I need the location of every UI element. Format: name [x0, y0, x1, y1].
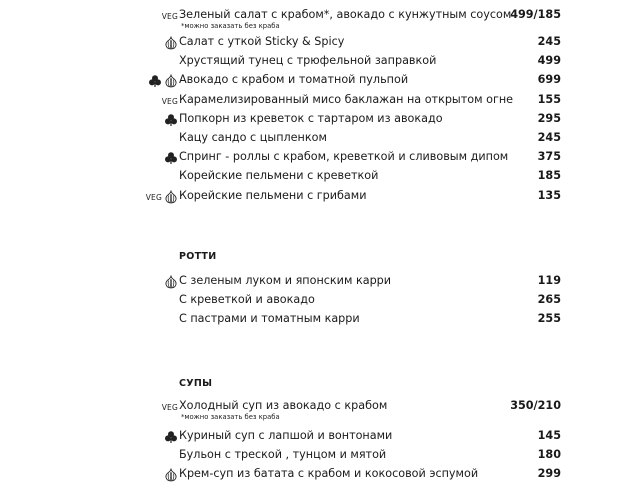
dish-name: Холодный суп из авокадо с крабом: [179, 399, 388, 412]
menu-item: [0, 428, 640, 446]
dish-name: С пастрами и томатным карри: [179, 312, 360, 325]
dish-name: Куриный суп с лапшой и вонтонами: [179, 429, 393, 442]
dish-name: С креветкой и авокадо: [179, 293, 315, 306]
dish-name: Спринг - роллы с крабом, креветкой и сливовым дипом: [179, 150, 509, 163]
dietary-icons: [164, 111, 178, 129]
dietary-icons: [162, 7, 178, 25]
dish-price: 375: [537, 150, 561, 163]
dish-name: Салат с уткой Sticky & Spicy: [179, 35, 345, 48]
veg-label: VEG: [161, 402, 178, 412]
dish-price: 145: [537, 429, 561, 442]
dish-price: 255: [537, 312, 561, 325]
dietary-icons: [164, 466, 178, 484]
menu-item: [0, 398, 640, 421]
dish-name: Бульон с треской , тунцом и мятой: [179, 448, 387, 461]
dish-price: 295: [537, 112, 561, 125]
menu-item: [0, 72, 640, 90]
menu-item: [0, 168, 640, 186]
garlic-icon: [164, 36, 178, 50]
garlic-icon: [164, 275, 178, 289]
section-heading-rotti: РОТТИ: [179, 251, 217, 262]
dish-name: Авокадо с крабом и томатной пульпой: [179, 73, 409, 86]
dietary-icons: [164, 34, 178, 52]
dish-name: Попкорн из креветок с тартаром из авокадо: [179, 112, 443, 125]
menu-item: [0, 149, 640, 167]
dish-price: 180: [537, 448, 561, 461]
dish-price: 265: [537, 293, 561, 306]
dish-name: Корейские пельмени с грибами: [179, 189, 367, 202]
dish-name: С зеленым луком и японским карри: [179, 274, 392, 287]
veg-label: VEG: [161, 96, 178, 106]
section-heading-soups: СУПЫ: [179, 378, 213, 389]
dietary-icons: [162, 92, 178, 110]
veg-label: VEG: [161, 11, 178, 21]
menu-item: [0, 92, 640, 110]
menu-item: [0, 188, 640, 206]
dish-price: 119: [537, 274, 561, 287]
dish-price: 245: [537, 131, 561, 144]
dish-name: Кацу сандо с цыпленком: [179, 131, 327, 144]
dish-price: 245: [537, 35, 561, 48]
dietary-icons: [162, 398, 178, 416]
dish-name: Крем-суп из батата с крабом и кокосовой эспумой: [179, 467, 479, 480]
dish-price: 299: [537, 467, 561, 480]
clover-icon: [148, 74, 162, 88]
clover-icon: [164, 113, 178, 127]
menu-item: [0, 53, 640, 71]
dietary-icons: [164, 149, 178, 167]
menu-item: [0, 34, 640, 52]
garlic-icon: [164, 74, 178, 88]
dish-note: *можно заказать без краба: [181, 22, 280, 30]
dish-price: 135: [537, 189, 561, 202]
dish-price: 155: [537, 93, 561, 106]
dish-name: Корейские пельмени с креветкой: [179, 169, 379, 182]
dish-name: Карамелизированный мисо баклажан на открытом огне: [179, 93, 514, 106]
menu-item: [0, 130, 640, 148]
dietary-icons: [164, 273, 178, 291]
dish-price: 185: [537, 169, 561, 182]
clover-icon: [164, 430, 178, 444]
cropped-previous-line: [179, 0, 419, 2]
menu-item: [0, 466, 640, 484]
menu-item: [0, 311, 640, 329]
dish-price: 350/210: [510, 399, 561, 412]
dish-name: Зеленый салат с крабом*, авокадо с кунжутным соусом: [179, 8, 512, 21]
menu-item: [0, 447, 640, 465]
veg-label: VEG: [145, 192, 162, 202]
clover-icon: [164, 151, 178, 165]
menu-item: [0, 273, 640, 291]
dish-price: 499: [537, 54, 561, 67]
garlic-icon: [164, 190, 178, 204]
dietary-icons: [164, 428, 178, 446]
dish-name: Хрустящий тунец с трюфельной заправкой: [179, 54, 437, 67]
dish-note: *можно заказать без краба: [181, 413, 280, 421]
menu-item: [0, 111, 640, 129]
dietary-icons: [146, 188, 178, 206]
menu-item: [0, 292, 640, 310]
menu-item: [0, 7, 640, 30]
dietary-icons: [148, 72, 178, 90]
dish-price: 499/185: [510, 8, 561, 21]
dish-price: 699: [537, 73, 561, 86]
